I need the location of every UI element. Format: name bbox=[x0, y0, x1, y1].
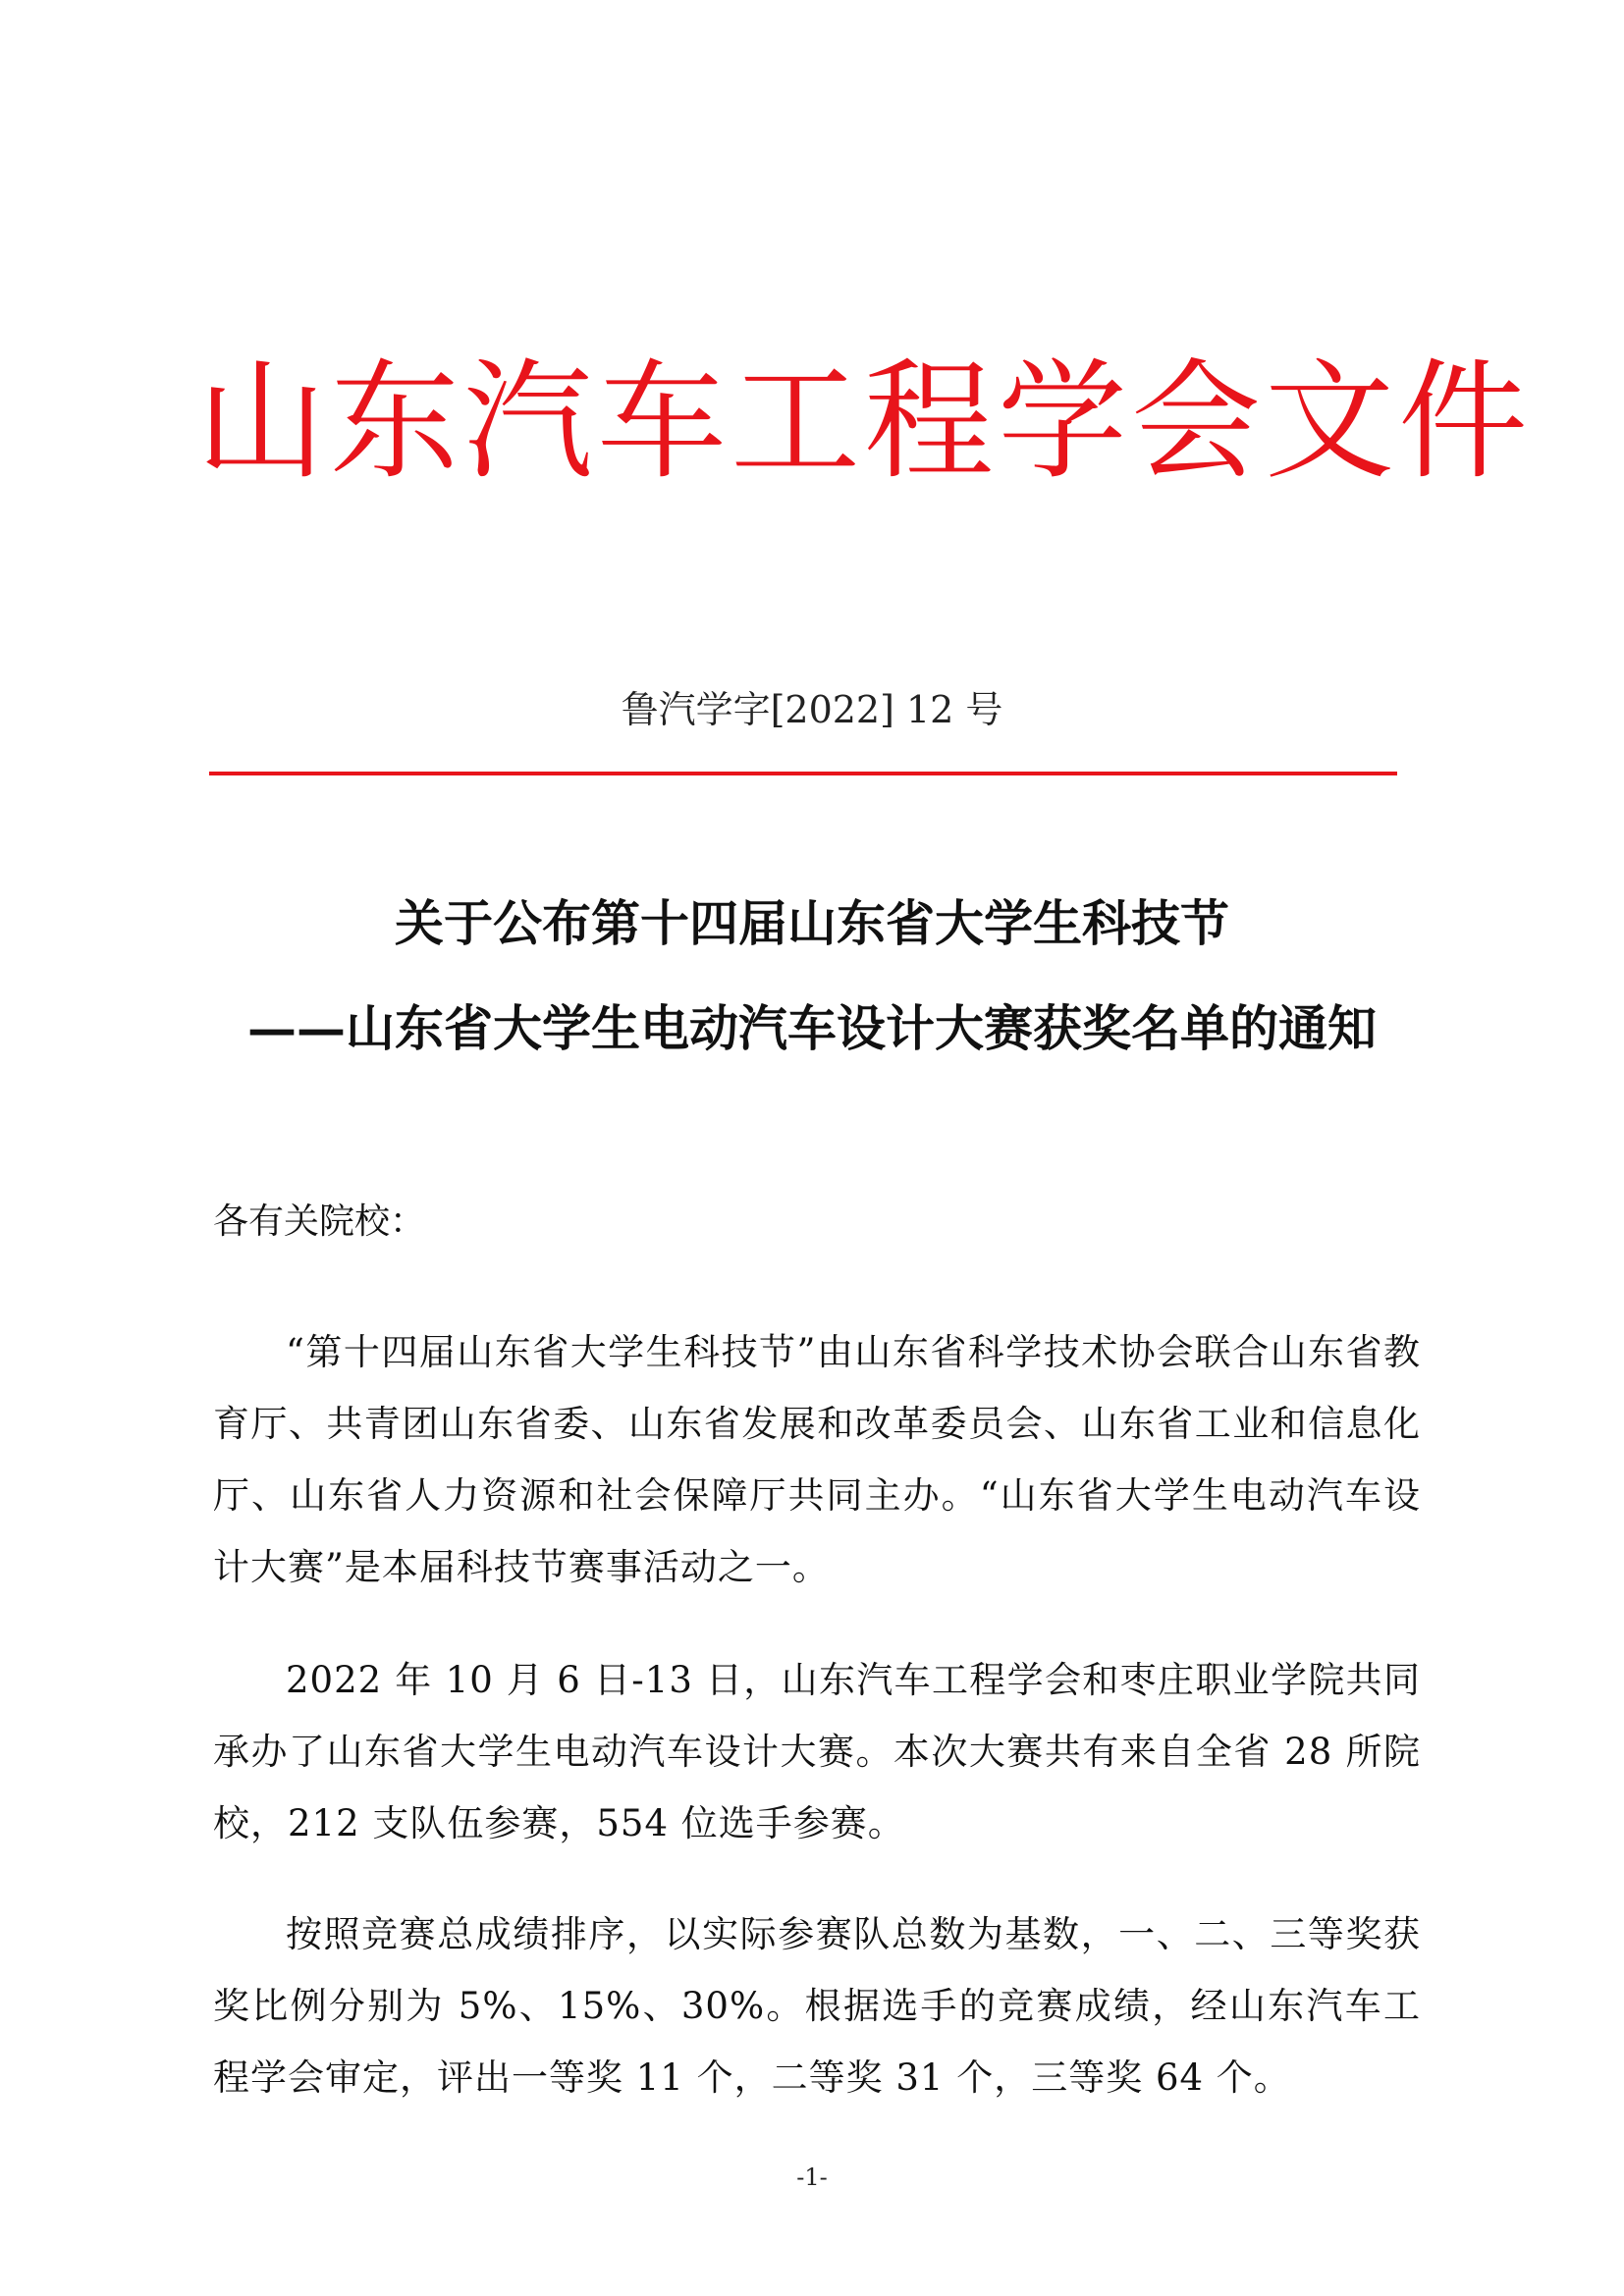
salutation: 各有关院校： bbox=[213, 1201, 426, 1242]
body-paragraph-2: 2022 年 10 月 6 日-13 日，山东汽车工程学会和枣庄职业学院共同承办了山东省大学生电动汽车设计大赛。本次大赛共有来自全省 28 所院校，212 支队伍参赛，554 位选手参赛。 bbox=[213, 1659, 1421, 1844]
red-divider-line bbox=[209, 772, 1397, 775]
page-number: -1- bbox=[796, 2163, 828, 2191]
org-document-header: 山东汽车工程学会文件 bbox=[196, 347, 1532, 498]
body-paragraph-3: 按照竞赛总成绩排序，以实际参赛队总数为基数，一、二、三等奖获奖比例分别为 5%、15%、30%。根据选手的竞赛成绩，经山东汽车工程学会审定，评出一等奖 11 个，二等奖 31 个，三等奖 64 个。 bbox=[213, 1913, 1421, 2099]
notice-title-line-1: 关于公布第十四届山东省大学生科技节 bbox=[395, 894, 1229, 952]
notice-title-line-2: ——山东省大学生电动汽车设计大赛获奖名单的通知 bbox=[247, 999, 1377, 1057]
document-number: 鲁汽学字[2022] 12 号 bbox=[621, 688, 1003, 731]
body-paragraph-1: “第十四届山东省大学生科技节”由山东省科学技术协会联合山东省教育厅、共青团山东省委、山东省发展和改革委员会、山东省工业和信息化厅、山东省人力资源和社会保障厅共同主办。“山东省大学生电动汽车设计大赛”是本届科技节赛事活动之一。 bbox=[213, 1331, 1421, 1588]
